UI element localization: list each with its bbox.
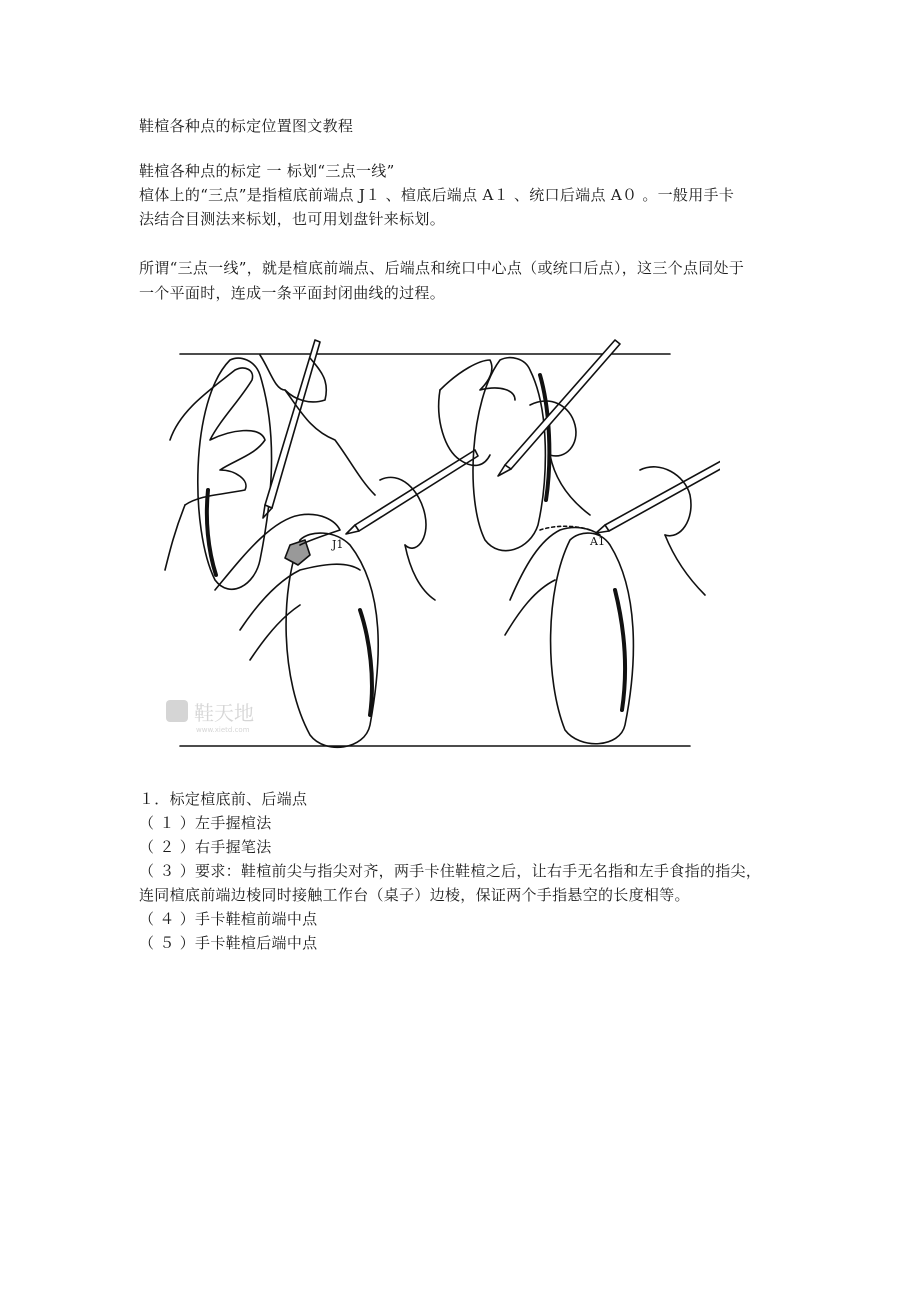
step-item-3-line-1: （ ３ ）要求：鞋楦前尖与指尖对齐，两手卡住鞋楦之后，让右手无名指和左手食指的指尖， <box>139 862 762 880</box>
left-hand-lower-fingers <box>240 564 360 630</box>
shoe-last-right-lower-shading <box>615 590 625 710</box>
pencil-right-upper <box>505 340 620 469</box>
left-hand-lower-right-finger <box>505 580 555 635</box>
definition-paragraph-line-2: 一个平面时，连成一条平面封闭曲线的过程。 <box>139 284 446 302</box>
left-hand-upper <box>170 368 265 505</box>
watermark-url: www.xietd.com <box>196 726 250 734</box>
intro-paragraph-line-1: 楦体上的“三点”是指楦底前端点 J１ 、楦底后端点 A１ 、统口后端点 A０ 。一般用手卡 <box>139 186 735 204</box>
label-j1: J1 <box>332 538 344 551</box>
document-title: 鞋楦各种点的标定位置图文教程 <box>139 117 354 135</box>
steps-heading: １．标定楦底前、后端点 <box>139 790 308 808</box>
definition-paragraph-line-1: 所谓“三点一线”，就是楦底前端点、后端点和统口中心点（或统口后点），这三个点同处于 <box>139 259 745 277</box>
left-hand-upper-wrist <box>165 505 185 570</box>
pencil-right-lower <box>605 445 720 531</box>
right-hand-lower-right-arm <box>665 535 705 595</box>
section-heading: 鞋楦各种点的标定 一 标划“三点一线” <box>139 162 395 180</box>
step-item-4: （ ４ ）手卡鞋楦前端中点 <box>139 910 318 928</box>
step-item-2: （ ２ ）右手握笔法 <box>139 838 272 856</box>
step-item-3-line-2: 连同楦底前端边棱同时接触工作台（桌子）边棱，保证两个手指悬空的长度相等。 <box>139 886 690 904</box>
step-item-5: （ ５ ）手卡鞋楦后端中点 <box>139 934 318 952</box>
illustration-svg <box>160 330 720 755</box>
right-hand-lower-left-arm <box>405 545 435 600</box>
left-hand-upper-right <box>440 360 515 400</box>
left-hand-lower-finger-2 <box>250 605 300 660</box>
label-a1: A1 <box>590 535 605 548</box>
left-hand-lower <box>215 514 340 590</box>
watermark-logo-icon <box>166 700 188 722</box>
intro-paragraph-line-2: 法结合目测法来标划，也可用划盘针来标划。 <box>139 210 446 228</box>
j1-marker-blob <box>285 540 310 565</box>
shoe-last-left-lower-shading <box>360 610 372 715</box>
pencil-left-lower <box>355 450 478 531</box>
shoe-last-left-lower <box>286 533 378 747</box>
watermark-text: 鞋天地 <box>194 701 254 725</box>
right-hand-upper-right-arm <box>550 455 590 515</box>
shoe-last-illustration <box>160 330 720 755</box>
shoe-last-right-lower <box>551 533 634 744</box>
step-item-1: （ １ ）左手握楦法 <box>139 814 272 832</box>
watermark <box>166 700 254 734</box>
